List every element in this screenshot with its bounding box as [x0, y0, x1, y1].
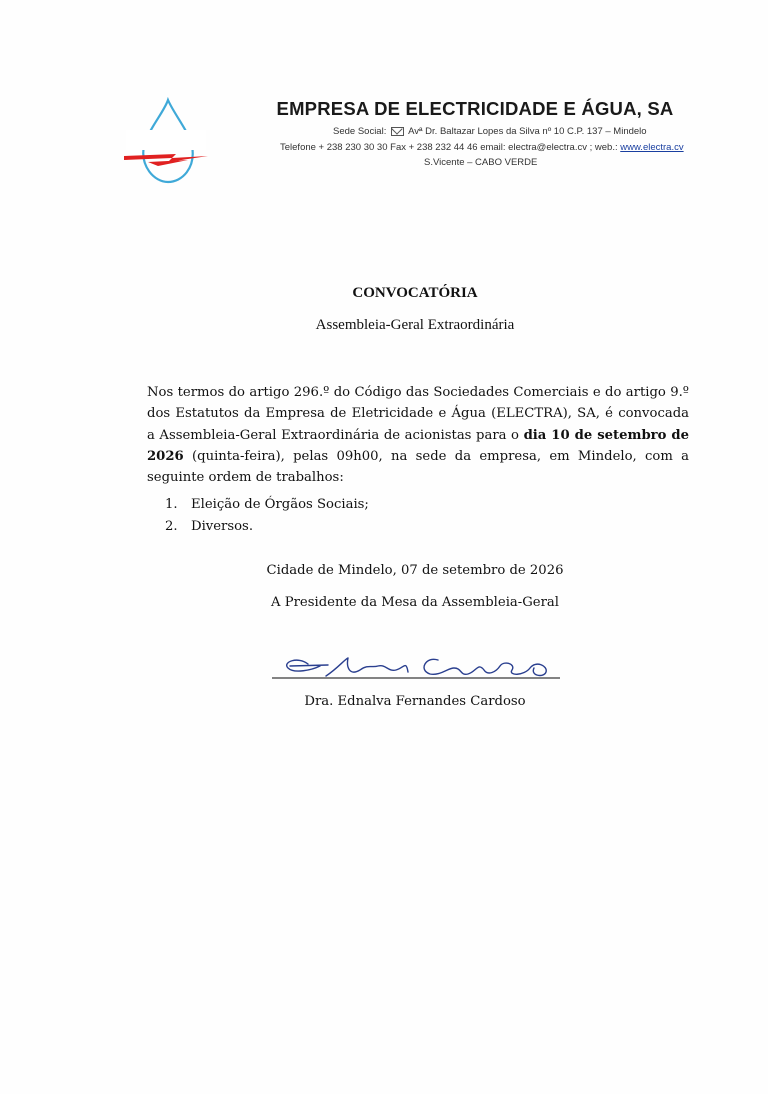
agenda-item	[165, 494, 369, 516]
agenda-item-text: Diversos.	[191, 518, 254, 534]
agenda-list	[165, 494, 369, 537]
contact-line	[280, 142, 684, 153]
envelope-icon	[391, 127, 404, 136]
handwritten-signature	[268, 646, 564, 686]
agenda-item-text: Eleição de Órgãos Sociais;	[191, 497, 369, 512]
signer-role: A Presidente da Mesa da Assembleia-Geral	[271, 595, 559, 610]
agenda-item	[165, 516, 369, 538]
meeting-date: dia 10 de setembro de 2026	[147, 427, 689, 464]
signer-name: Dra. Ednalva Fernandes Cardoso	[304, 694, 526, 709]
agenda-item-number: 2.	[165, 518, 178, 534]
electra-logo	[118, 96, 214, 188]
paragraph-text-1: Nos termos do artigo 296.º do Código das Sociedades Comerciais e do artigo 9.º dos Estatutos da Empresa de Eletricidade e Água (ELECTRA), SA, é convocada a Assembleia-Geral Extraordinária de acionistas para o	[147, 385, 689, 443]
website-link[interactable]: www.electra.cv	[620, 142, 684, 153]
agenda-item-number: 1.	[165, 497, 178, 512]
contact-text: Telefone + 238 230 30 30 Fax + 238 232 44 46 email: electra@electra.cv ; web.:	[280, 142, 621, 153]
address-line	[333, 126, 647, 137]
document-subtitle: Assembleia-Geral Extraordinária	[315, 317, 515, 333]
paragraph-text-2: (quinta-feira), pelas 09h00, na sede da empresa, em Mindelo, com a seguinte ordem de trabalhos:	[147, 448, 689, 486]
address-text: Avª Dr. Baltazar Lopes da Silva nº 10 C.P. 137 – Mindelo	[408, 126, 647, 137]
location-line: S.Vicente – CABO VERDE	[424, 157, 538, 168]
document-title: CONVOCATÓRIA	[352, 285, 478, 301]
convocation-paragraph	[147, 382, 689, 488]
company-name: EMPRESA DE ELECTRICIDADE E ÁGUA, SA	[276, 98, 674, 119]
address-label: Sede Social:	[333, 126, 387, 137]
place-date-line: Cidade de Mindelo, 07 de setembro de 2026	[266, 563, 564, 578]
